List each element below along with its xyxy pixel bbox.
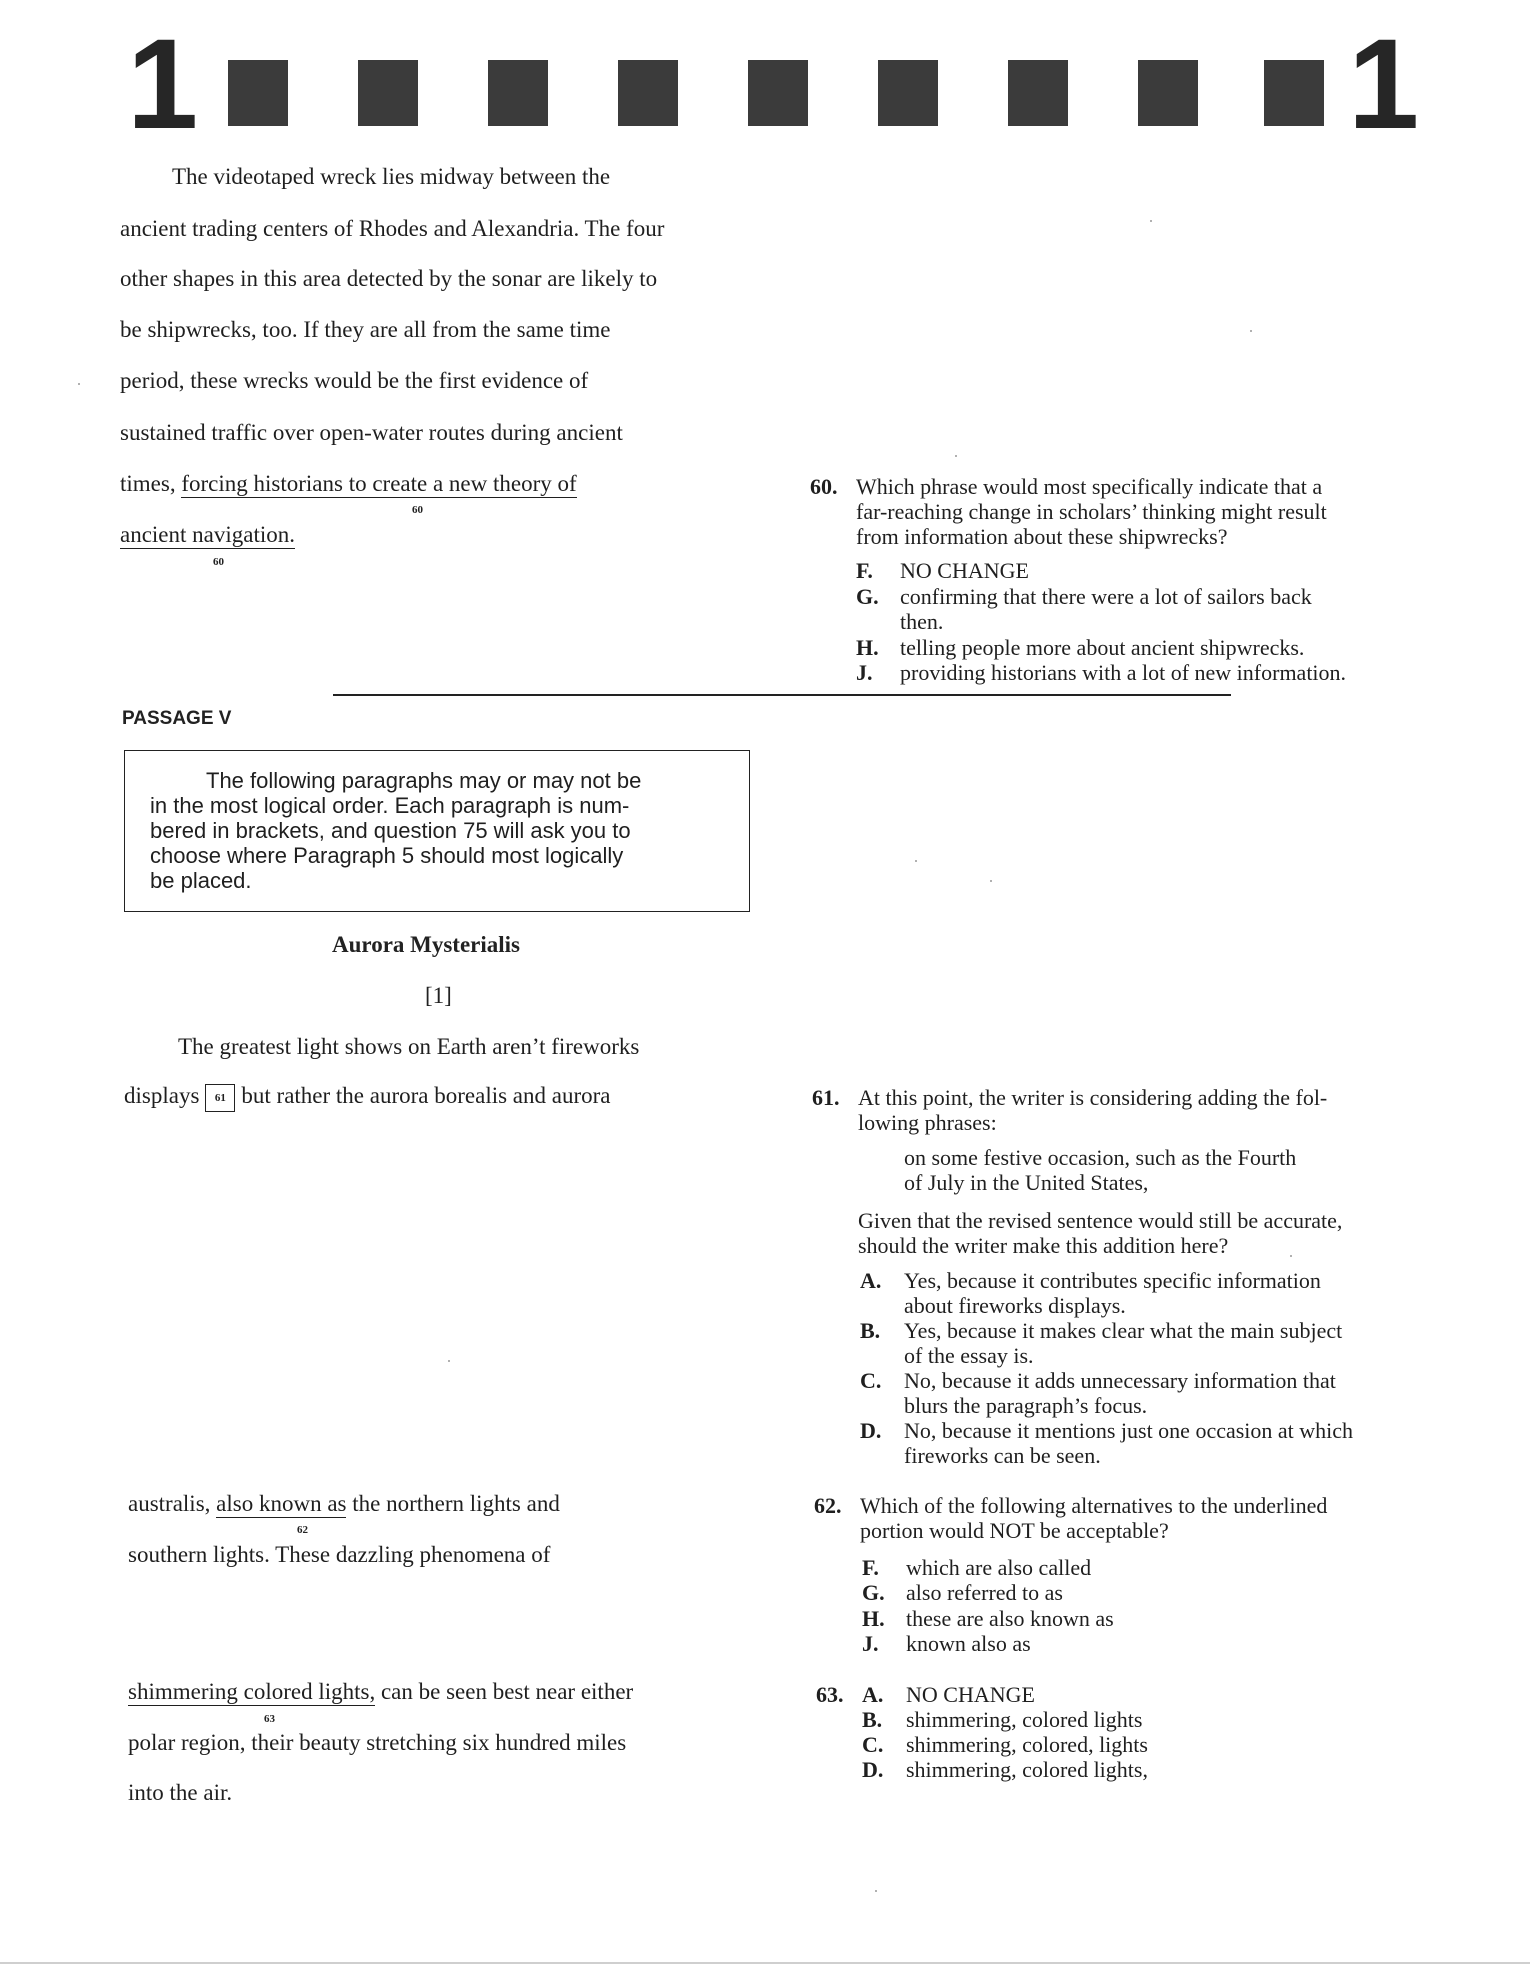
passage-title: Aurora Mysterialis [332, 932, 521, 957]
answer-option-j[interactable] [856, 660, 1346, 685]
passage-line: southern lights. These dazzling phenomena of [128, 1542, 551, 1567]
question-stem: Given that the revised sentence would still be accurate, [858, 1208, 1343, 1233]
passage-text: but rather the aurora borealis and aurora [241, 1083, 611, 1108]
option-text: also referred to as [906, 1580, 1063, 1605]
option-letter: G. [856, 584, 879, 609]
scan-speck [78, 383, 80, 385]
passage-line: other shapes in this area detected by the sonar are likely to [120, 266, 658, 291]
header-square [1138, 60, 1198, 126]
passage-line [124, 1083, 611, 1112]
answer-option-f[interactable] [856, 558, 1029, 583]
option-letter: H. [856, 635, 879, 660]
option-text: which are also called [906, 1555, 1092, 1580]
scan-speck [448, 1360, 450, 1362]
quoted-phrase: on some festive occasion, such as the Fourth [904, 1145, 1297, 1170]
passage-text: the northern lights and [346, 1491, 560, 1516]
option-letter: A. [860, 1268, 882, 1293]
passage-line: ancient trading centers of Rhodes and Alexandria. The four [120, 216, 665, 241]
option-text: fireworks can be seen. [904, 1443, 1101, 1468]
underlined-portion-63[interactable]: shimmering colored lights, [128, 1679, 376, 1704]
answer-option-g[interactable] [862, 1580, 1063, 1605]
question-stem: from information about these shipwrecks? [856, 524, 1228, 549]
scan-speck [1150, 220, 1152, 222]
answer-option-d[interactable] [860, 1418, 1353, 1468]
option-text: No, because it mentions just one occasion at which [904, 1418, 1354, 1443]
option-letter: B. [860, 1318, 881, 1343]
option-letter: B. [862, 1707, 883, 1732]
header-square [488, 60, 548, 126]
answer-option-c[interactable] [862, 1732, 1148, 1757]
intro-line: be placed. [150, 868, 252, 893]
option-text: NO CHANGE [906, 1682, 1035, 1707]
scan-speck [990, 880, 992, 882]
option-letter: J. [856, 660, 873, 685]
underlined-portion-60[interactable]: ancient navigation. [120, 522, 295, 547]
option-text: Yes, because it contributes specific information [904, 1268, 1321, 1293]
scan-speck [1290, 1255, 1292, 1257]
scan-speck [1250, 330, 1252, 332]
passage-line: polar region, their beauty stretching six hundred miles [128, 1730, 627, 1755]
underlined-portion-60[interactable]: forcing historians to create a new theory of [181, 471, 577, 496]
question-number: 61. [812, 1085, 840, 1110]
scan-speck [875, 1890, 877, 1892]
answer-option-h[interactable] [862, 1606, 1114, 1631]
option-text: No, because it adds unnecessary information that [904, 1368, 1336, 1393]
header-square [1008, 60, 1068, 126]
question-ref-60: 60 [213, 556, 224, 568]
passage-line: The videotaped wreck lies midway between the [172, 164, 611, 189]
answer-option-c[interactable] [860, 1368, 1336, 1418]
passage-line [120, 471, 577, 497]
option-text: telling people more about ancient shipwrecks. [900, 635, 1305, 660]
passage-line [128, 1491, 560, 1517]
option-text: then. [900, 609, 944, 634]
question-ref-63: 63 [264, 1713, 275, 1725]
passage-text: australis, [128, 1491, 217, 1516]
answer-option-b[interactable] [860, 1318, 1342, 1368]
option-letter: J. [862, 1631, 879, 1656]
option-text: shimmering, colored lights [906, 1707, 1143, 1732]
answer-option-g[interactable] [856, 584, 1312, 634]
option-letter: D. [860, 1418, 882, 1443]
quoted-phrase: of July in the United States, [904, 1170, 1149, 1195]
option-letter: D. [862, 1757, 884, 1782]
option-text: NO CHANGE [900, 558, 1029, 583]
option-text: known also as [906, 1631, 1031, 1656]
passage-line: period, these wrecks would be the first evidence of [120, 368, 589, 393]
option-text: shimmering, colored lights, [906, 1757, 1148, 1782]
question-number: 62. [814, 1493, 842, 1518]
option-text: these are also known as [906, 1606, 1114, 1631]
option-letter: G. [862, 1580, 885, 1605]
question-stem: portion would NOT be acceptable? [860, 1518, 1169, 1543]
answer-option-b[interactable] [862, 1707, 1142, 1732]
passage-line [120, 522, 295, 548]
answer-option-a[interactable] [860, 1268, 1321, 1318]
question-number: 63. [816, 1682, 844, 1707]
intro-line: The following paragraphs may or may not be [206, 768, 642, 793]
scan-speck [955, 455, 957, 457]
intro-line: bered in brackets, and question 75 will ask you to [150, 818, 631, 843]
option-text: providing historians with a lot of new information. [900, 660, 1347, 685]
passage-line [128, 1679, 633, 1705]
page-edge [0, 1962, 1530, 1964]
answer-option-d[interactable] [862, 1757, 1148, 1782]
passage-line: into the air. [128, 1780, 233, 1805]
section-divider [333, 694, 1231, 696]
answer-option-h[interactable] [856, 635, 1304, 660]
question-stem: Which phrase would most specifically indicate that a [856, 474, 1323, 499]
header-square [358, 60, 418, 126]
question-stem: should the writer make this addition here? [858, 1233, 1229, 1258]
passage-line: sustained traffic over open-water routes during ancient [120, 420, 623, 445]
option-letter: H. [862, 1606, 885, 1631]
question-ref-62: 62 [297, 1524, 308, 1536]
option-text: Yes, because it makes clear what the main subject [904, 1318, 1343, 1343]
intro-line: choose where Paragraph 5 should most logically [150, 843, 624, 868]
option-text: about fireworks displays. [904, 1293, 1126, 1318]
question-stem: lowing phrases: [858, 1110, 997, 1135]
passage-text: times, [120, 471, 182, 496]
passage-text: can be seen best near either [375, 1679, 634, 1704]
header-square [878, 60, 938, 126]
option-letter: A. [862, 1682, 884, 1707]
underlined-portion-62[interactable]: also known as [216, 1491, 347, 1516]
header-square [618, 60, 678, 126]
header-square [228, 60, 288, 126]
option-letter: F. [856, 558, 873, 583]
option-letter: C. [862, 1732, 884, 1757]
question-number: 60. [810, 474, 838, 499]
option-letter: C. [860, 1368, 882, 1393]
question-stem: Which of the following alternatives to the underlined [860, 1493, 1328, 1518]
intro-text [150, 768, 732, 893]
question-ref-60: 60 [412, 504, 423, 516]
header-square [1264, 60, 1324, 126]
answer-option-a[interactable] [862, 1682, 1035, 1707]
option-text: confirming that there were a lot of sailors back [900, 584, 1312, 609]
section-number-left: 1 [127, 13, 199, 156]
answer-option-j[interactable] [862, 1631, 1031, 1656]
option-text: of the essay is. [904, 1343, 1034, 1368]
answer-option-f[interactable] [862, 1555, 1091, 1580]
question-box-61[interactable]: 61 [205, 1084, 235, 1112]
header-square [748, 60, 808, 126]
option-text: shimmering, colored, lights [906, 1732, 1148, 1757]
paragraph-number: [1] [425, 983, 452, 1008]
section-number-right: 1 [1348, 13, 1420, 156]
question-stem: At this point, the writer is considering adding the fol- [858, 1085, 1328, 1110]
passage-line: be shipwrecks, too. If they are all from the same time [120, 317, 611, 342]
passage-label: PASSAGE V [122, 708, 232, 729]
intro-line: in the most logical order. Each paragraph is num- [150, 793, 630, 818]
question-stem: far-reaching change in scholars’ thinking might result [856, 499, 1327, 524]
passage-text: displays [124, 1083, 200, 1108]
passage-line: The greatest light shows on Earth aren’t fireworks [178, 1034, 640, 1059]
option-letter: F. [862, 1555, 879, 1580]
scan-speck [915, 860, 917, 862]
option-text: blurs the paragraph’s focus. [904, 1393, 1148, 1418]
